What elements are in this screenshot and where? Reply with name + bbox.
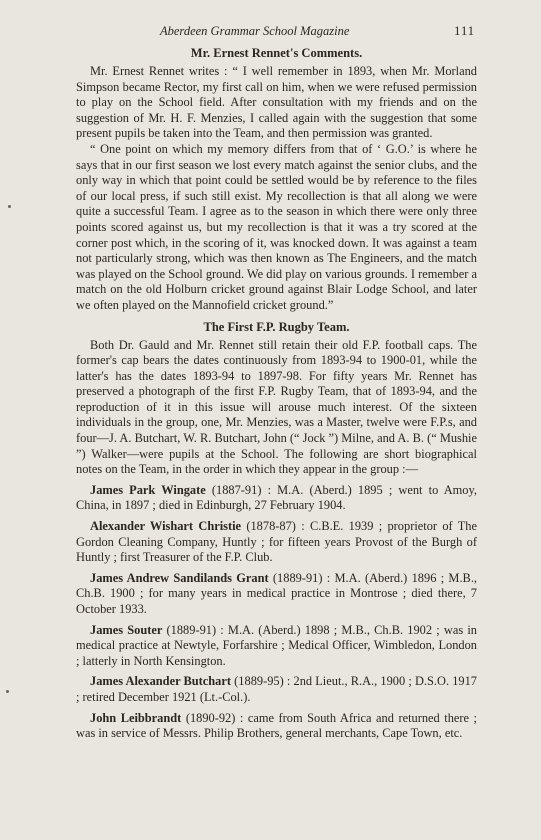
bio-name: James Andrew Sandilands Grant <box>90 570 269 585</box>
bio-entry <box>76 483 477 514</box>
running-title: Aberdeen Grammar School Magazine <box>160 24 350 38</box>
bio-name: John Leibbrandt <box>90 710 182 725</box>
bio-entry <box>76 519 477 566</box>
bio-text: (1889-91) : M.A. (Aberd.) 1898 ; M.B., Ch.B. 1902 ; was in medical practice at Newtyle, Forfarshire ; Medical Officer, Wimbledon, London ; latterly in North Kensington. <box>76 622 478 668</box>
paper-speck <box>8 205 11 208</box>
page-number: 111 <box>454 24 475 38</box>
section-heading-first-fp-rugby-team: The First F.P. Rugby Team. <box>203 319 350 334</box>
bio-text: (1889-91) : M.A. (Aberd.) 1896 ; M.B., Ch.B. 1900 ; for many years in medical practice in Montrose ; died there, 7 October 1933. <box>76 570 478 616</box>
paragraph: Mr. Ernest Rennet writes : “ I well remember in 1893, when Mr. Morland Simpson became Rector, my first call on him, when we were refused permission to play on the School field. After consultation with my friends and on the suggestion of Mr. H. F. Menzies, I called again with the suggestion that some present pupils be taken into the Team, and then permission was granted. <box>76 64 477 141</box>
bio-name: James Alexander Butchart <box>90 674 232 689</box>
bio-text: (1890-92) : came from South Africa and returned there ; was in service of Messrs. Philip Brothers, general merchants, Cape Town, etc. <box>76 710 477 741</box>
bio-entry <box>76 711 477 742</box>
paragraph: “ One point on which my memory differs from that of ‘ G.O.’ is where he says that in our first season we lost every match against the senior clubs, and the only way in which that point could be settled would be by reference to the files of our local press, if such still exist. My recollection is that all along we were quite a successful Team. I agree as to the season in which there were only three points scored against us, but my recollection is that it was a try scored at the corner post which, in the scoring of it, was knocked down. It was against a team not particularly strong, which was then known as The Engineers, and the match was played on the School ground. We did play on various grounds. I remember a match on the old Holburn cricket ground against Blair Lodge School, and later we often played on the Mannofield cricket ground.” <box>76 141 477 312</box>
bio-entry <box>76 674 477 705</box>
bio-entry <box>76 571 477 618</box>
paper-speck <box>6 690 9 693</box>
paragraph: Both Dr. Gauld and Mr. Rennet still retain their old F.P. football caps. The former's cap bears the dates continuously from 1893-94 to 1900-01, while the latter's has the dates 1893-94 to 1897-98. For fifty years Mr. Rennet has preserved a photograph of the first F.P. Rugby Team, that of 1893-94, and the reproduction of it in this issue will arouse much interest. Of the sixteen individuals in the group, one, Mr. Menzies, was a Master, twelve were F.P.s, and four—J. A. Butchart, W. R. Butchart, John (“ Jock ”) Milne, and A. B. (“ Mushie ”) Walker—were pupils at the School. The following are short biographical notes on the Team, in the order in which they appear in the group :— <box>76 337 477 477</box>
bio-name: James Souter <box>90 622 163 637</box>
bio-name: James Park Wingate <box>90 482 206 497</box>
bio-text: (1889-95) : 2nd Lieut., R.A., 1900 ; D.S.O. 1917 ; retired December 1921 (Lt.-Col.). <box>76 674 477 704</box>
bio-text: (1878-87) : C.B.E. 1939 ; proprietor of The Gordon Cleaning Company, Huntly ; for fifteen years Provost of the Burgh of Huntly ; first Treasurer of the F.P. Club. <box>76 519 478 565</box>
bio-text: (1887-91) : M.A. (Aberd.) 1895 ; went to Amoy, China, in 1897 ; died in Edinburgh, 27 February 1904. <box>76 482 477 513</box>
bio-entry <box>76 623 477 670</box>
running-head <box>76 22 477 40</box>
bio-name: Alexander Wishart Christie <box>90 519 242 534</box>
section-heading-rennet-comments: Mr. Ernest Rennet's Comments. <box>190 46 363 60</box>
